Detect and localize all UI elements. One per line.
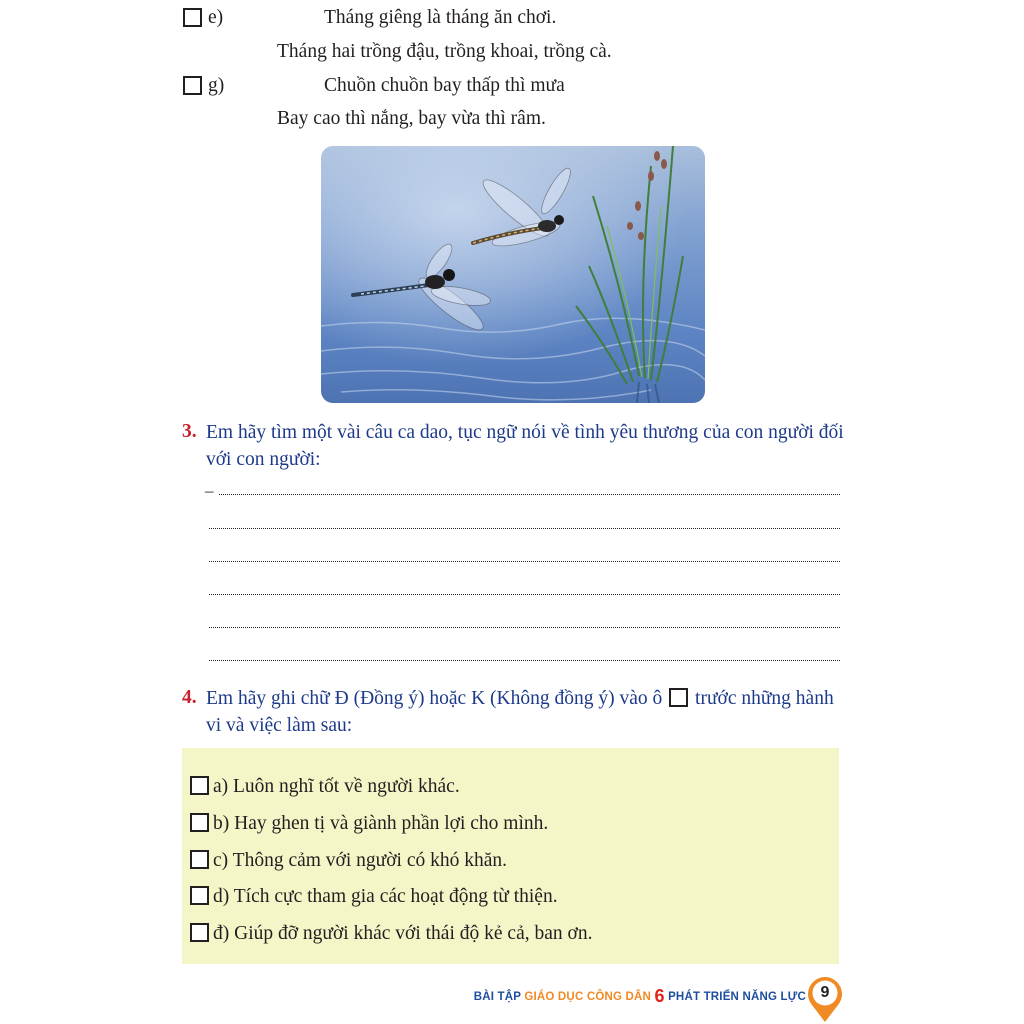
question-3-line1: Em hãy tìm một vài câu ca dao, tục ngữ nói về tình yêu thương của con người đối (206, 422, 844, 443)
book-title-footer (474, 986, 806, 1007)
statement-c-text: c) Thông cảm với người có khó khăn. (213, 850, 508, 871)
footer-part3: PHÁT TRIỂN NĂNG LỰC (664, 991, 806, 1003)
statement-a-text: a) Luôn nghĩ tốt về người khác. (213, 776, 460, 797)
statement-b-text: b) Hay ghen tị và giành phần lợi cho mình. (213, 813, 549, 834)
question-4-number: 4. (182, 687, 197, 708)
statement-c-checkbox[interactable] (190, 850, 209, 869)
question-4-line1 (206, 685, 834, 712)
footer-grade: 6 (654, 986, 665, 1006)
answer-line-5[interactable] (209, 627, 840, 628)
poem-e-line1: Tháng giêng là tháng ăn chơi. (324, 7, 557, 28)
answer-line-6[interactable] (209, 660, 840, 661)
dragonflies-photo (321, 146, 705, 403)
footer-part2: GIÁO DỤC CÔNG DÂN (524, 991, 655, 1003)
example-checkbox (669, 688, 688, 707)
answer-line-1[interactable] (219, 494, 840, 495)
statement-b (190, 813, 548, 835)
poem-g-label: g) (208, 75, 225, 96)
question-3-line2: với con người: (206, 449, 321, 470)
poem-g-line1: Chuồn chuồn bay thấp thì mưa (324, 75, 565, 96)
question-4-text-part2: trước những hành (695, 688, 834, 709)
answer-dash: – (205, 481, 214, 500)
poem-e-label: e) (208, 7, 224, 28)
poem-e-line2: Tháng hai trồng đậu, trồng khoai, trồng cà. (277, 41, 612, 62)
statement-dd (190, 923, 592, 945)
statement-dd-checkbox[interactable] (190, 923, 209, 942)
statement-b-checkbox[interactable] (190, 813, 209, 832)
question-3-number: 3. (182, 421, 197, 442)
answer-line-3[interactable] (209, 561, 840, 562)
statement-c (190, 850, 507, 872)
answer-line-2[interactable] (209, 528, 840, 529)
page-number: 9 (820, 984, 830, 1001)
poem-e-checkbox[interactable] (183, 8, 202, 27)
poem-g-line2: Bay cao thì nắng, bay vừa thì râm. (277, 108, 546, 129)
poem-g-checkbox[interactable] (183, 76, 202, 95)
question-4-text-part1: Em hãy ghi chữ Đ (Đồng ý) hoặc K (Không đồng ý) vào ô (206, 688, 663, 709)
statement-a-checkbox[interactable] (190, 776, 209, 795)
question-3-text (206, 419, 844, 473)
question-4-text (206, 685, 834, 739)
statement-dd-text: đ) Giúp đỡ người khác với thái độ kẻ cả, ban ơn. (213, 923, 593, 944)
statement-d-text: d) Tích cực tham gia các hoạt động từ thiện. (213, 886, 558, 907)
statement-a (190, 776, 460, 798)
footer-part1: BÀI TẬP (473, 991, 525, 1003)
answer-line-4[interactable] (209, 594, 840, 595)
question-4-line2: vi và việc làm sau: (206, 715, 353, 736)
statement-d (190, 886, 558, 908)
statement-d-checkbox[interactable] (190, 886, 209, 905)
